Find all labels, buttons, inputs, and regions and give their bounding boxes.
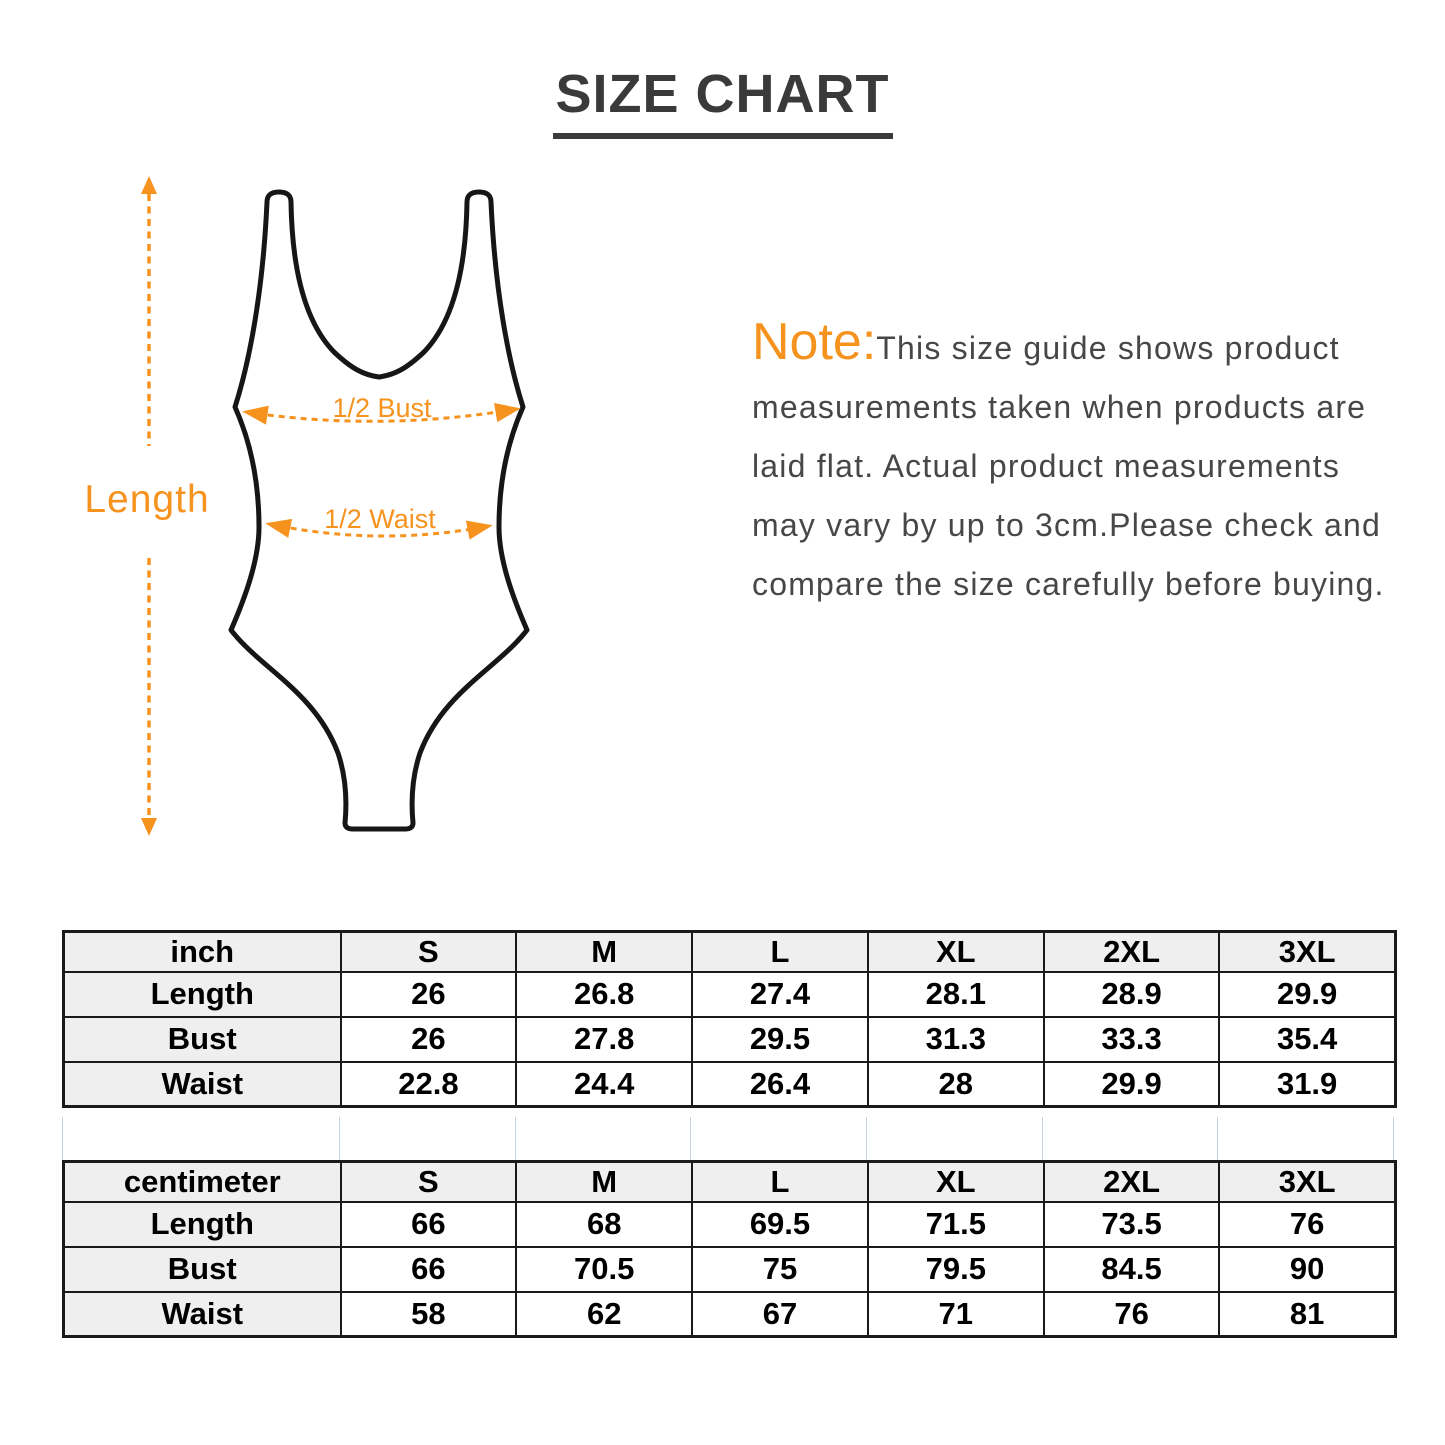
table-row bbox=[64, 1202, 1396, 1247]
value-cell: 67 bbox=[692, 1292, 868, 1337]
value-cell: 29.9 bbox=[1044, 1062, 1220, 1107]
row-label-cell: Waist bbox=[64, 1062, 341, 1107]
size-header-cell: L bbox=[692, 1162, 868, 1202]
table-header-row bbox=[64, 932, 1396, 972]
row-label-cell: Bust bbox=[64, 1017, 341, 1062]
swimsuit-diagram bbox=[80, 165, 550, 860]
page-title: SIZE CHART bbox=[553, 67, 893, 139]
length-arrow-down-head bbox=[141, 818, 157, 836]
value-cell: 62 bbox=[516, 1292, 692, 1337]
gap-gridline-cell bbox=[516, 1117, 692, 1160]
size-header-cell: 3XL bbox=[1219, 932, 1395, 972]
value-cell: 35.4 bbox=[1219, 1017, 1395, 1062]
size-header-cell: 3XL bbox=[1219, 1162, 1395, 1202]
value-cell: 26.4 bbox=[692, 1062, 868, 1107]
value-cell: 79.5 bbox=[868, 1247, 1044, 1292]
value-cell: 58 bbox=[341, 1292, 517, 1337]
size-header-cell: XL bbox=[868, 1162, 1044, 1202]
note bbox=[752, 313, 1412, 614]
value-cell: 24.4 bbox=[516, 1062, 692, 1107]
table-row bbox=[64, 972, 1396, 1017]
size-header-cell: M bbox=[516, 932, 692, 972]
value-cell: 71 bbox=[868, 1292, 1044, 1337]
bust-label: 1/2 Bust bbox=[332, 393, 432, 423]
value-cell: 26.8 bbox=[516, 972, 692, 1017]
note-label: Note: bbox=[752, 313, 877, 371]
note-line: compare the size carefully before buying. bbox=[752, 566, 1385, 602]
value-cell: 68 bbox=[516, 1202, 692, 1247]
table-gap bbox=[62, 1117, 1394, 1160]
size-header-cell: S bbox=[341, 1162, 517, 1202]
note-line: laid flat. Actual product measurements bbox=[752, 448, 1341, 484]
value-cell: 66 bbox=[341, 1247, 517, 1292]
size-header-cell: M bbox=[516, 1162, 692, 1202]
row-label-cell: Bust bbox=[64, 1247, 341, 1292]
size-header-cell: L bbox=[692, 932, 868, 972]
table-row bbox=[64, 1247, 1396, 1292]
value-cell: 26 bbox=[341, 972, 517, 1017]
row-label-cell: Length bbox=[64, 972, 341, 1017]
table-header-row bbox=[64, 1162, 1396, 1202]
value-cell: 29.5 bbox=[692, 1017, 868, 1062]
value-cell: 28.1 bbox=[868, 972, 1044, 1017]
value-cell: 75 bbox=[692, 1247, 868, 1292]
gap-gridline-cell bbox=[867, 1117, 1043, 1160]
row-label-cell: Length bbox=[64, 1202, 341, 1247]
length-label: Length bbox=[84, 478, 210, 521]
unit-header-cell: inch bbox=[64, 932, 341, 972]
table-row bbox=[64, 1062, 1396, 1107]
value-cell: 31.3 bbox=[868, 1017, 1044, 1062]
value-cell: 27.4 bbox=[692, 972, 868, 1017]
table-row bbox=[64, 1017, 1396, 1062]
size-header-cell: XL bbox=[868, 932, 1044, 972]
value-cell: 84.5 bbox=[1044, 1247, 1220, 1292]
note-line bbox=[752, 313, 1412, 378]
gap-gridline-cell bbox=[63, 1117, 340, 1160]
size-header-cell: 2XL bbox=[1044, 932, 1220, 972]
value-cell: 28.9 bbox=[1044, 972, 1220, 1017]
value-cell: 33.3 bbox=[1044, 1017, 1220, 1062]
length-arrow-up-head bbox=[141, 176, 157, 194]
value-cell: 76 bbox=[1044, 1292, 1220, 1337]
note-line: may vary by up to 3cm.Please check and bbox=[752, 507, 1381, 543]
value-cell: 90 bbox=[1219, 1247, 1395, 1292]
gap-gridline-cell bbox=[691, 1117, 867, 1160]
gap-gridline-cell bbox=[340, 1117, 516, 1160]
value-cell: 81 bbox=[1219, 1292, 1395, 1337]
size-header-cell: S bbox=[341, 932, 517, 972]
value-cell: 71.5 bbox=[868, 1202, 1044, 1247]
value-cell: 76 bbox=[1219, 1202, 1395, 1247]
waist-label: 1/2 Waist bbox=[324, 504, 436, 534]
size-table-centimeter bbox=[62, 1160, 1397, 1338]
value-cell: 31.9 bbox=[1219, 1062, 1395, 1107]
value-cell: 66 bbox=[341, 1202, 517, 1247]
value-cell: 69.5 bbox=[692, 1202, 868, 1247]
value-cell: 70.5 bbox=[516, 1247, 692, 1292]
gap-gridline-cell bbox=[1218, 1117, 1394, 1160]
gap-gridline-cell bbox=[1043, 1117, 1219, 1160]
note-text: This size guide shows product bbox=[876, 330, 1340, 366]
size-header-cell: 2XL bbox=[1044, 1162, 1220, 1202]
size-table-inch bbox=[62, 930, 1397, 1108]
note-line: measurements taken when products are bbox=[752, 389, 1367, 425]
row-label-cell: Waist bbox=[64, 1292, 341, 1337]
value-cell: 26 bbox=[341, 1017, 517, 1062]
table-row bbox=[64, 1292, 1396, 1337]
unit-header-cell: centimeter bbox=[64, 1162, 341, 1202]
value-cell: 27.8 bbox=[516, 1017, 692, 1062]
value-cell: 22.8 bbox=[341, 1062, 517, 1107]
value-cell: 28 bbox=[868, 1062, 1044, 1107]
value-cell: 29.9 bbox=[1219, 972, 1395, 1017]
value-cell: 73.5 bbox=[1044, 1202, 1220, 1247]
